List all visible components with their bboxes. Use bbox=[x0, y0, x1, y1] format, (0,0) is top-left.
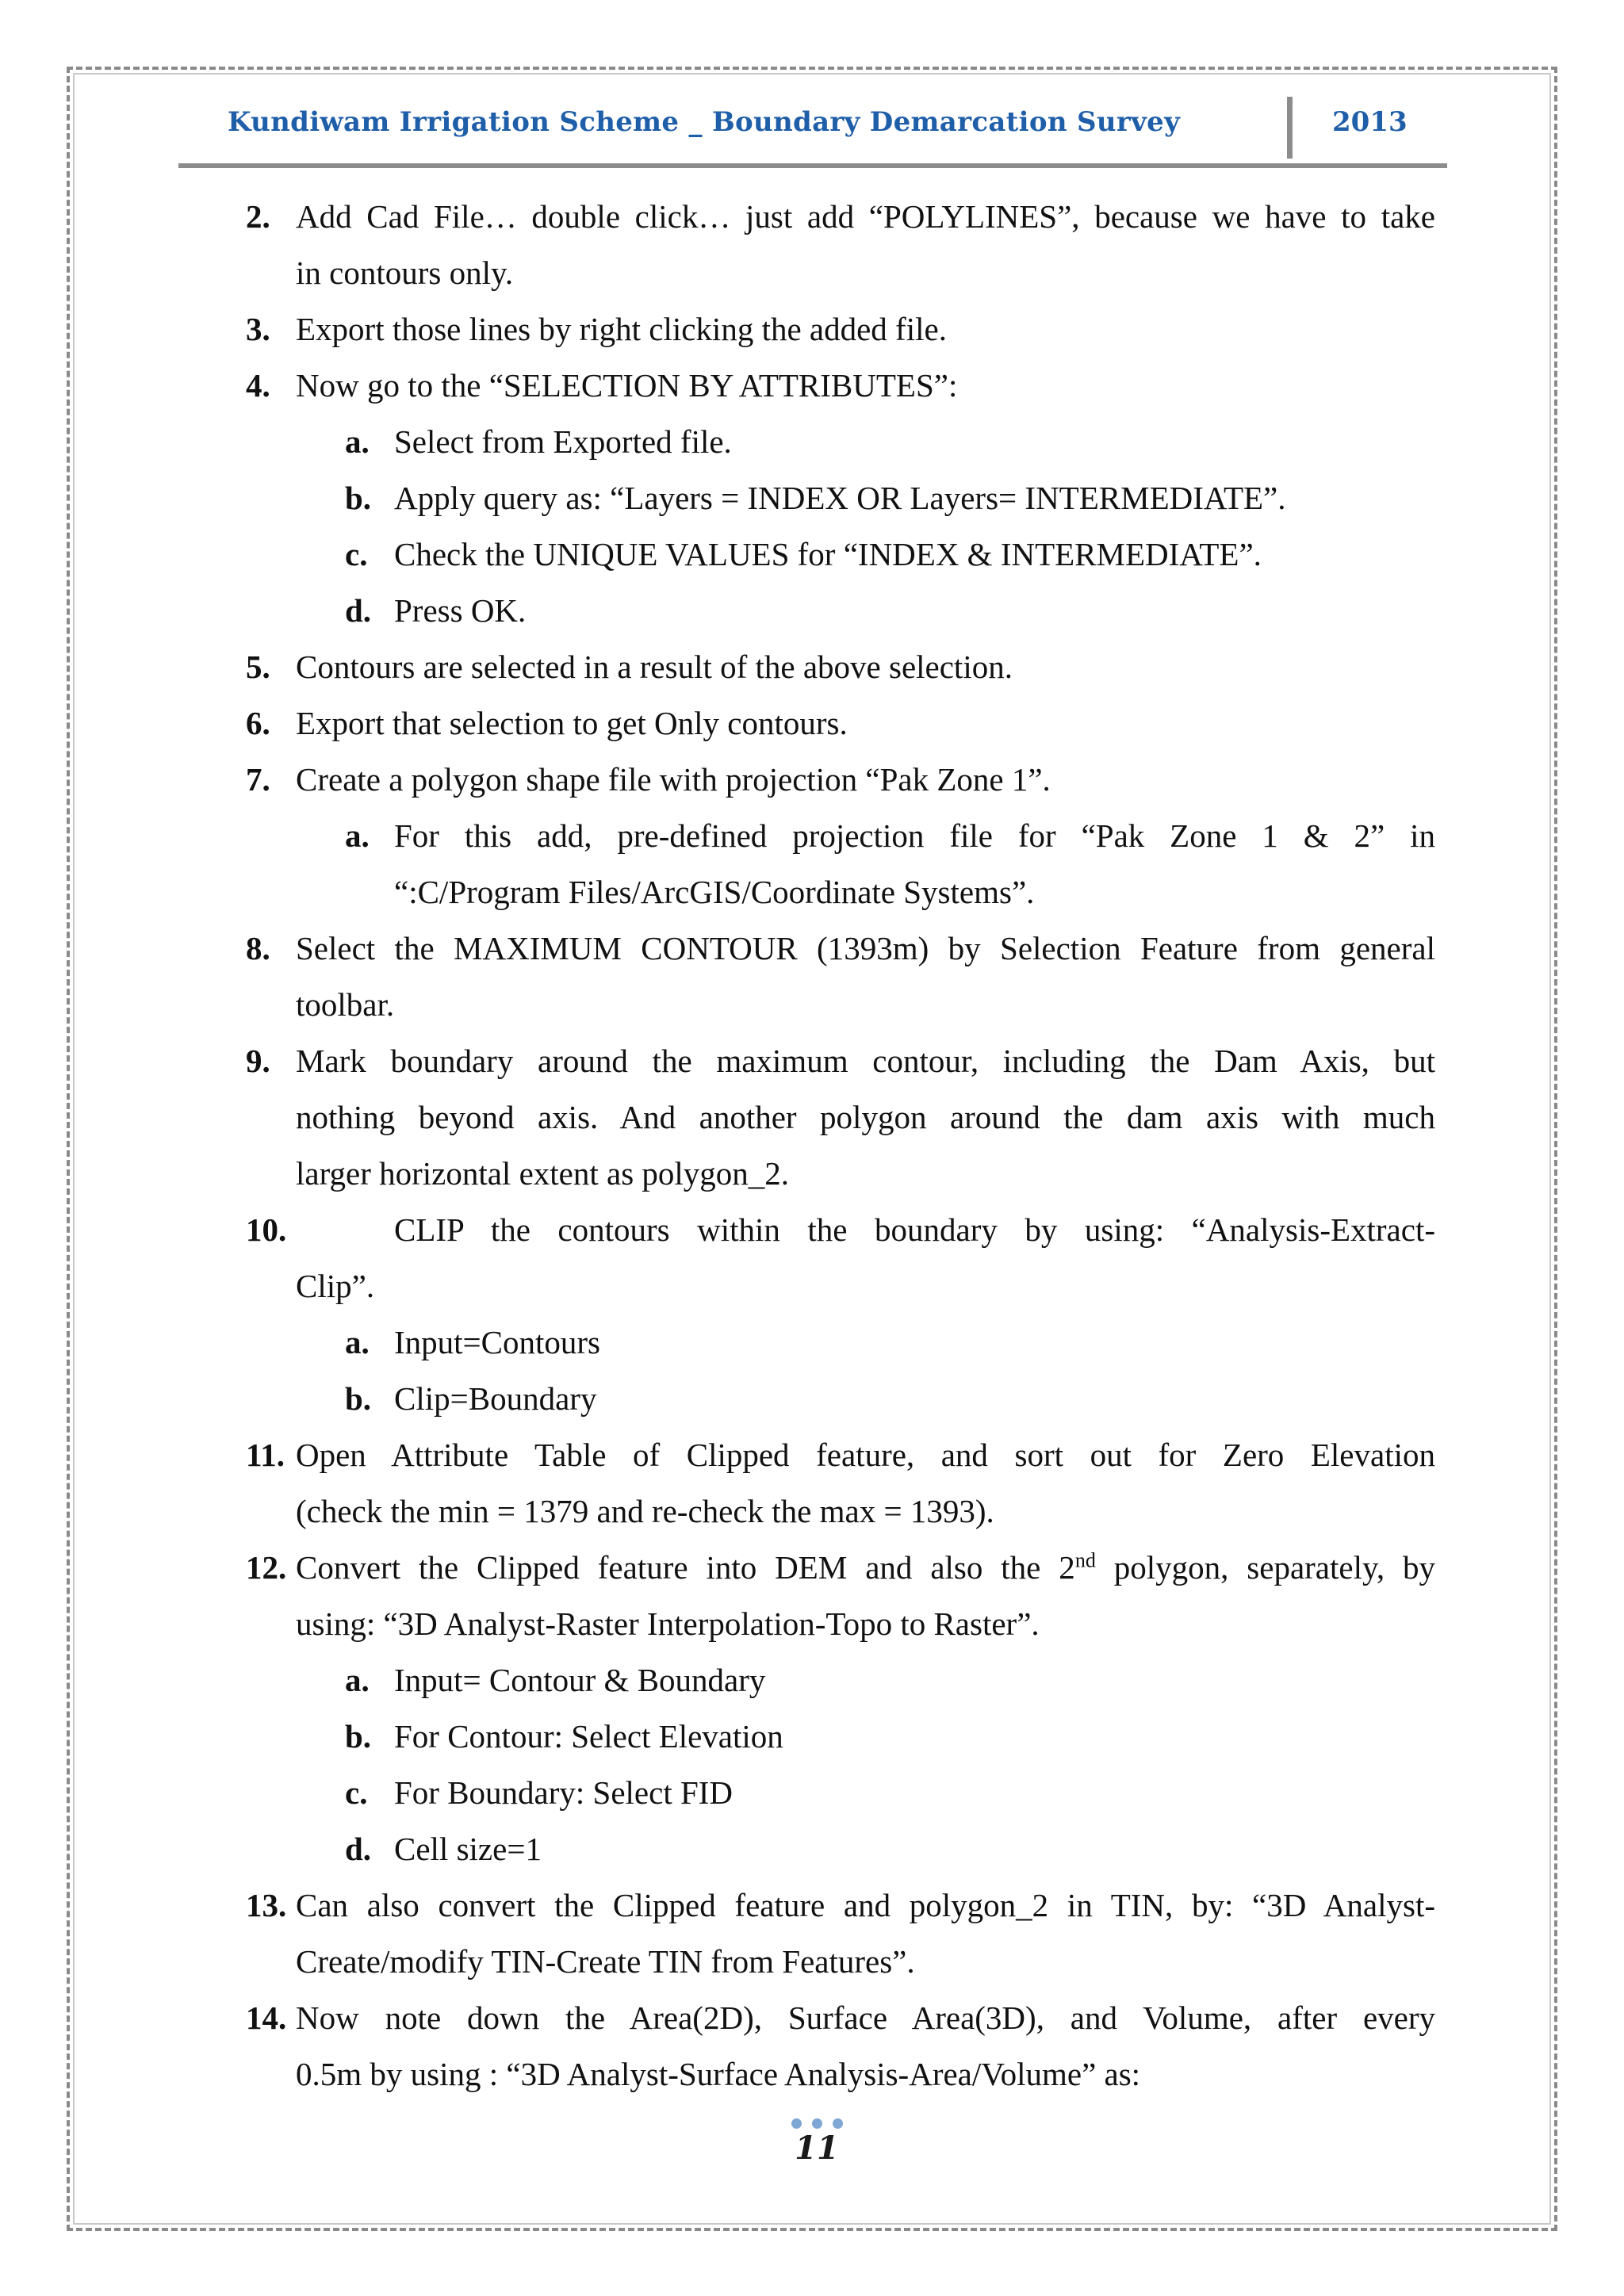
sub-letter: d. bbox=[345, 592, 372, 629]
step-number: 6. bbox=[246, 705, 270, 741]
step-number: 13. bbox=[246, 1887, 287, 1923]
list-item-continuation bbox=[0, 2046, 1624, 2103]
step-text: Select the MAXIMUM CONTOUR (1393m) by Selection Feature from general bbox=[296, 930, 1435, 966]
step-text: Now go to the “SELECTION BY ATTRIBUTES”: bbox=[296, 367, 958, 404]
step-text: nothing beyond axis. And another polygon around the dam axis with much bbox=[296, 1099, 1435, 1135]
sub-item bbox=[0, 1821, 1624, 1877]
list-item-step-6 bbox=[0, 695, 1624, 752]
step-number: 11. bbox=[246, 1437, 285, 1473]
sub-text: Press OK. bbox=[394, 592, 527, 629]
page-number: 11 bbox=[795, 2130, 839, 2167]
sub-text: Apply query as: “Layers = INDEX OR Layers= INTERMEDIATE”. bbox=[394, 480, 1286, 516]
sub-item bbox=[0, 414, 1624, 470]
sub-letter: a. bbox=[345, 423, 370, 460]
step-text: using: “3D Analyst-Raster Interpolation-Topo to Raster”. bbox=[296, 1605, 1040, 1642]
list-item-step-10 bbox=[0, 1202, 1624, 1258]
step-number: 5. bbox=[246, 649, 270, 685]
step-text: Can also convert the Clipped feature and polygon_2 in TIN, by: “3D Analyst- bbox=[296, 1887, 1435, 1923]
sub-text: For Boundary: Select FID bbox=[394, 1774, 733, 1811]
step-text: Export that selection to get Only contours. bbox=[296, 705, 848, 741]
step-text: Open Attribute Table of Clipped feature, and sort out for Zero Elevation bbox=[296, 1437, 1435, 1473]
list-item-step-2 bbox=[0, 189, 1624, 245]
sub-item bbox=[0, 1371, 1624, 1427]
step-text: Create a polygon shape file with projection “Pak Zone 1”. bbox=[296, 761, 1051, 798]
list-item-continuation bbox=[0, 245, 1624, 301]
step-text-part: Convert the Clipped feature into DEM and also the 2 bbox=[296, 1549, 1075, 1586]
list-item-continuation bbox=[0, 1258, 1624, 1314]
step-number: 8. bbox=[246, 930, 270, 966]
step-number: 7. bbox=[246, 761, 270, 798]
sub-text: “:C/Program Files/ArcGIS/Coordinate Systems”. bbox=[394, 874, 1035, 910]
list-item-step-11 bbox=[0, 1427, 1624, 1483]
sub-item bbox=[0, 1709, 1624, 1765]
list-item-step-7 bbox=[0, 752, 1624, 808]
list-item-step-4 bbox=[0, 358, 1624, 414]
list-item-continuation bbox=[0, 977, 1624, 1033]
list-item-continuation bbox=[0, 1146, 1624, 1202]
step-number: 12. bbox=[246, 1549, 287, 1586]
step-text bbox=[296, 1540, 1435, 1596]
list-item-step-9 bbox=[0, 1033, 1624, 1089]
sub-letter: b. bbox=[345, 1718, 372, 1755]
step-text-part: polygon, separately, by bbox=[1095, 1549, 1435, 1586]
step-number: 3. bbox=[246, 311, 270, 347]
sub-text: Clip=Boundary bbox=[394, 1380, 597, 1417]
step-number: 2. bbox=[246, 198, 270, 235]
list-item-step-14 bbox=[0, 1990, 1624, 2046]
step-text: toolbar. bbox=[296, 986, 395, 1023]
list-item-step-5 bbox=[0, 639, 1624, 695]
sub-letter: a. bbox=[345, 1324, 370, 1360]
footer-dot bbox=[791, 2118, 802, 2129]
sub-item bbox=[0, 808, 1624, 864]
step-number: 10. bbox=[246, 1211, 287, 1248]
sub-letter: a. bbox=[345, 1662, 370, 1698]
step-text: 0.5m by using : “3D Analyst-Surface Analysis-Area/Volume” as: bbox=[296, 2056, 1141, 2092]
sub-item bbox=[0, 526, 1624, 583]
step-text: Export those lines by right clicking the added file. bbox=[296, 311, 947, 347]
sub-letter: c. bbox=[345, 1774, 368, 1811]
step-number: 9. bbox=[246, 1043, 270, 1079]
sub-item bbox=[0, 1652, 1624, 1709]
sub-letter: a. bbox=[345, 817, 370, 854]
sub-text: Cell size=1 bbox=[394, 1831, 542, 1867]
sub-item-continuation bbox=[0, 864, 1624, 920]
sub-text: Select from Exported file. bbox=[394, 423, 732, 460]
list-item-step-8 bbox=[0, 920, 1624, 977]
list-item-step-3 bbox=[0, 301, 1624, 358]
sub-item bbox=[0, 583, 1624, 639]
sub-text: Check the UNIQUE VALUES for “INDEX & INTERMEDIATE”. bbox=[394, 536, 1262, 572]
sub-item bbox=[0, 1314, 1624, 1371]
header-title: Kundiwam Irrigation Scheme _ Boundary Demarcation Survey bbox=[228, 106, 1181, 138]
sub-item bbox=[0, 470, 1624, 526]
list-item-continuation bbox=[0, 1089, 1624, 1146]
sub-text: Input= Contour & Boundary bbox=[394, 1662, 766, 1698]
list-item-continuation bbox=[0, 1483, 1624, 1540]
step-text: Add Cad File… double click… just add “POLYLINES”, because we have to take bbox=[296, 198, 1435, 235]
sub-letter: b. bbox=[345, 1380, 372, 1417]
sub-letter: d. bbox=[345, 1831, 372, 1867]
step-text: in contours only. bbox=[296, 254, 514, 291]
footer-dot bbox=[812, 2118, 822, 2129]
step-number: 4. bbox=[246, 367, 270, 404]
sub-text: For this add, pre-defined projection file for “Pak Zone 1 & 2” in bbox=[394, 817, 1435, 854]
list-item-step-13 bbox=[0, 1877, 1624, 1934]
step-text: Now note down the Area(2D), Surface Area(3D), and Volume, after every bbox=[296, 1999, 1435, 2036]
sub-item bbox=[0, 1765, 1624, 1821]
ordinal-suffix: nd bbox=[1074, 1548, 1096, 1572]
header-year: 2013 bbox=[1332, 106, 1408, 138]
footer-dot bbox=[833, 2118, 843, 2129]
list-item-step-12 bbox=[0, 1540, 1624, 1596]
step-text: CLIP the contours within the boundary by using: “Analysis-Extract- bbox=[394, 1211, 1435, 1248]
footer-dots bbox=[791, 2118, 844, 2130]
step-number: 14. bbox=[246, 1999, 287, 2036]
step-text: larger horizontal extent as polygon_2. bbox=[296, 1155, 790, 1192]
sub-text: For Contour: Select Elevation bbox=[394, 1718, 783, 1755]
step-text: Clip”. bbox=[296, 1268, 375, 1304]
step-text: Mark boundary around the maximum contour, including the Dam Axis, but bbox=[296, 1043, 1435, 1079]
step-text: Contours are selected in a result of the above selection. bbox=[296, 649, 1013, 685]
step-text: Create/modify TIN-Create TIN from Features”. bbox=[296, 1943, 915, 1980]
list-item-continuation bbox=[0, 1596, 1624, 1652]
sub-letter: b. bbox=[345, 480, 372, 516]
sub-text: Input=Contours bbox=[394, 1324, 601, 1360]
sub-letter: c. bbox=[345, 536, 368, 572]
list-item-continuation bbox=[0, 1934, 1624, 1990]
step-text: (check the min = 1379 and re-check the max = 1393). bbox=[296, 1493, 994, 1529]
